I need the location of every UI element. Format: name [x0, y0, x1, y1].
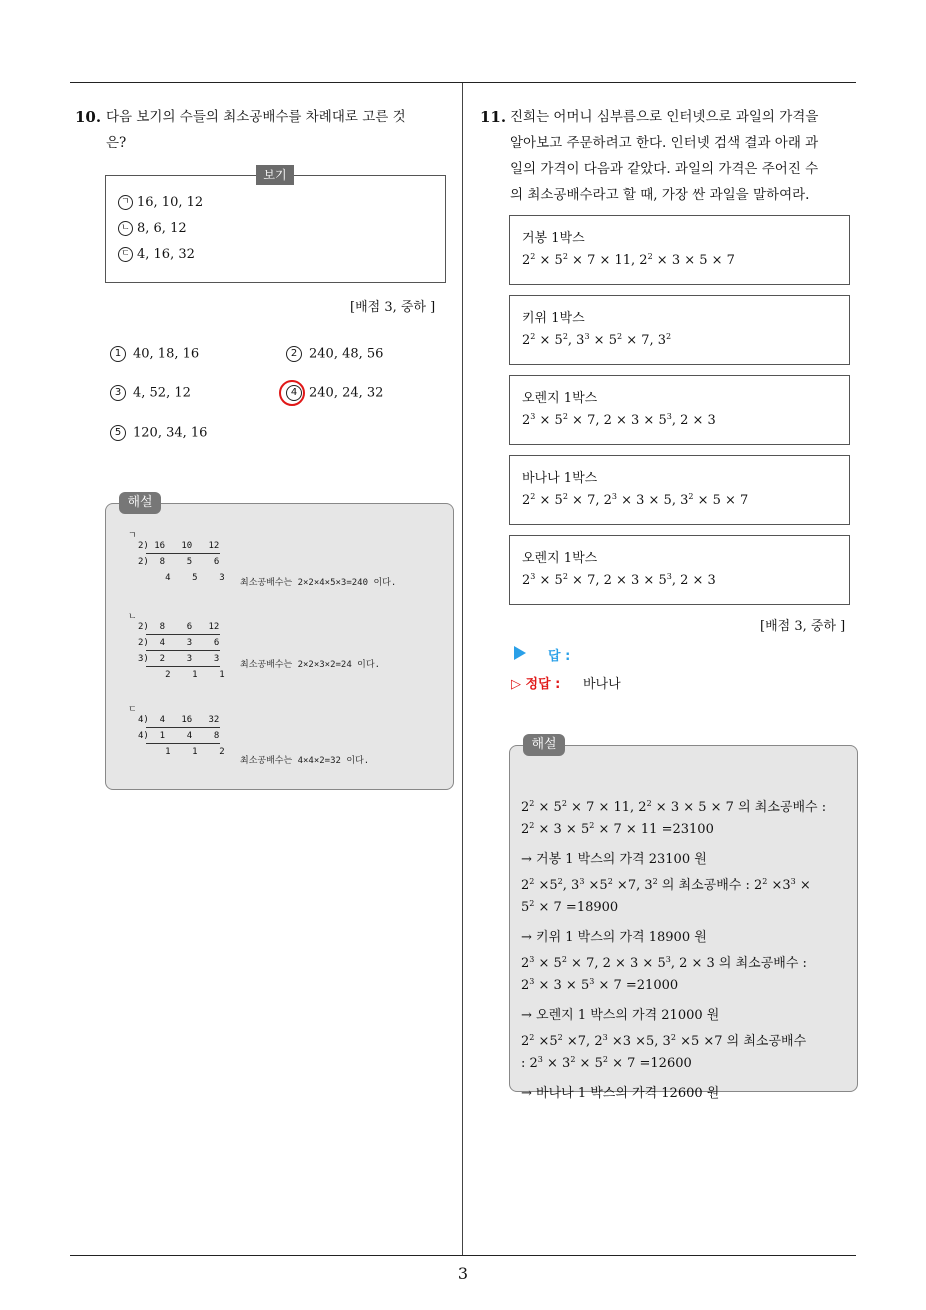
solution-line-6: → 키위 1 박스의 가격 18900 원	[521, 930, 707, 945]
bogi-item-b	[118, 221, 187, 236]
price-box-geobong	[509, 215, 850, 285]
price-box-expression: $2^2 \times 5^2 \times 7$, $2^3 \times 3 \times 5$, $3^2 \times 5 \times 7$	[522, 492, 749, 508]
expl-a-row2: 2) 8 5 6	[138, 557, 220, 567]
choice-mark-5: 5	[110, 425, 126, 441]
expl-a-mark: ㄱ	[128, 531, 137, 541]
top-rule	[70, 82, 856, 83]
solution-line-12: → 바나나 1 박스의 가격 12600 원	[521, 1086, 720, 1101]
solution-line-8: $2^3 \times 3 \times 5^3 \times 7 =21000$	[521, 977, 679, 993]
solution-line-2: $2^2 \times 3 \times 5^2 \times 7 \times 11 =23100$	[521, 821, 714, 837]
correct-answer-label: ▷ 정답 :	[511, 677, 561, 692]
solution-line-3: → 거봉 1 박스의 가격 23100 원	[521, 852, 707, 867]
q11-text-line3: 일의 가격이 다음과 같았다. 과일의 가격은 주어진 수	[510, 161, 819, 177]
expl-c-row1: 4) 4 16 32	[138, 715, 220, 725]
price-box-kiwi	[509, 295, 850, 365]
bogi-item-a	[118, 195, 203, 210]
choice-5[interactable]	[110, 425, 207, 441]
bogi-item-c	[118, 247, 195, 262]
expl-c-underline1	[146, 727, 220, 728]
expl-b-underline3	[146, 666, 220, 667]
price-box-orange-2	[509, 535, 850, 605]
solution-line-9: → 오렌지 1 박스의 가격 21000 원	[521, 1008, 720, 1023]
expl-c-underline2	[146, 743, 220, 744]
solution-line-10: $2^2 \times 5^2 \times 7$, $2^3 \times 3 \times 5$, $3^2 \times 5 \times 7$ 의 최소공배수	[521, 1033, 807, 1049]
q11-text-line2: 알아보고 주문하려고 한다. 인터넷 검색 결과 아래 과	[510, 135, 819, 151]
price-box-name: 바나나 1박스	[522, 471, 598, 486]
bogi-text-c: 4, 16, 32	[137, 247, 195, 262]
price-box-name: 키위 1박스	[522, 311, 585, 326]
expl-a-row1: 2) 16 10 12	[138, 541, 220, 551]
q10-text-line2: 은?	[106, 135, 127, 151]
expl-b-result: 최소공배수는 2×2×3×2=24 이다.	[240, 660, 380, 670]
expl-a-row3: 4 5 3	[138, 573, 225, 583]
expl-b-underline1	[146, 634, 220, 635]
price-box-banana	[509, 455, 850, 525]
column-divider	[462, 83, 463, 1255]
selected-answer-circle	[279, 380, 305, 406]
expl-b-underline2	[146, 650, 220, 651]
choice-mark-2: 2	[286, 346, 302, 362]
bogi-mark-a: ㄱ	[118, 195, 133, 210]
choice-text-1: 40, 18, 16	[133, 346, 200, 362]
q10-difficulty: [배점 3, 중하 ]	[350, 300, 436, 315]
answer-arrow-icon	[514, 646, 526, 660]
bogi-label: 보기	[256, 165, 294, 185]
expl-b-row3: 3) 2 3 3	[138, 654, 220, 664]
choice-2[interactable]	[286, 346, 383, 362]
price-box-name: 오렌지 1박스	[522, 391, 598, 406]
choice-mark-4: 4	[286, 385, 302, 401]
price-box-orange	[509, 375, 850, 445]
q11-text-line4: 의 최소공배수라고 할 때, 가장 싼 과일을 말하여라.	[510, 187, 810, 203]
expl-c-row3: 1 1 2	[138, 747, 225, 757]
q10-explanation-tag: 해설	[119, 492, 161, 514]
q11-difficulty: [배점 3, 중하 ]	[760, 619, 846, 634]
choice-mark-1: 1	[110, 346, 126, 362]
expl-b-mark: ㄴ	[128, 612, 137, 622]
solution-line-5: $5^2 \times 7 =18900$	[521, 899, 619, 915]
q10-number: 10.	[75, 108, 102, 126]
bogi-text-a: 16, 10, 12	[137, 195, 204, 210]
bogi-text-b: 8, 6, 12	[137, 221, 187, 236]
choice-text-2: 240, 48, 56	[309, 346, 384, 362]
price-box-expression: $2^3 \times 5^2 \times 7$, $2 \times 3 \times 5^3$, 2 × 3	[522, 412, 716, 428]
price-box-expression: $2^2 \times 5^2$, $3^3 \times 5^2 \times 7$, $3^2$	[522, 332, 672, 348]
choice-text-5: 120, 34, 16	[133, 425, 208, 441]
q11-explanation-tag: 해설	[523, 734, 565, 756]
price-box-expression: $2^2 \times 5^2 \times 7 \times 11$, $2^2 \times 3 \times 5 \times 7$	[522, 252, 735, 268]
solution-line-7: $2^3 \times 5^2 \times 7$, $2 \times 3 \times 5^3$, 2 × 3 의 최소공배수 :	[521, 955, 807, 971]
expl-c-row2: 4) 1 4 8	[138, 731, 220, 741]
choice-mark-3: 3	[110, 385, 126, 401]
q10-text-line1: 다음 보기의 수들의 최소공배수를 차례대로 고른 것	[106, 109, 406, 125]
expl-b-row2: 2) 4 3 6	[138, 638, 220, 648]
bogi-mark-b: ㄴ	[118, 221, 133, 236]
expl-a-underline1	[146, 553, 220, 554]
expl-c-result: 최소공배수는 4×4×2=32 이다.	[240, 756, 370, 766]
choice-1[interactable]	[110, 346, 199, 362]
expl-c-mark: ㄷ	[128, 705, 137, 715]
choice-text-3: 4, 52, 12	[133, 385, 191, 401]
page-number: 3	[457, 1264, 469, 1283]
correct-answer-value: 바나나	[583, 677, 621, 692]
expl-a-result: 최소공배수는 2×2×4×5×3=240 이다.	[240, 578, 397, 588]
price-box-expression: $2^3 \times 5^2 \times 7$, $2 \times 3 \times 5^3$, 2 × 3	[522, 572, 716, 588]
bottom-rule	[70, 1255, 856, 1256]
price-box-name: 오렌지 1박스	[522, 551, 598, 566]
bogi-mark-c: ㄷ	[118, 247, 133, 262]
solution-line-11: : $2^3 \times 3^2 \times 5^2 \times 7 =12600$	[521, 1055, 692, 1071]
solution-line-1: $2^2 \times 5^2 \times 7 \times 11$, $2^2 \times 3 \times 5 \times 7$ 의 최소공배수 :	[521, 799, 827, 815]
answer-label: 답 :	[548, 649, 571, 664]
choice-text-4: 240, 24, 32	[309, 385, 384, 401]
q11-text-line1: 진희는 어머니 심부름으로 인터넷으로 과일의 가격을	[510, 109, 819, 125]
expl-b-row4: 2 1 1	[138, 670, 225, 680]
solution-line-4: $2^2 \times 5^2$, $3^3 \times 5^2 \times 7$, $3^2$ 의 최소공배수 : $2^2 \times 3^3$ ×	[521, 877, 811, 893]
q11-number: 11.	[480, 108, 507, 126]
choice-3[interactable]	[110, 385, 191, 401]
price-box-name: 거봉 1박스	[522, 231, 585, 246]
expl-b-row1: 2) 8 6 12	[138, 622, 220, 632]
